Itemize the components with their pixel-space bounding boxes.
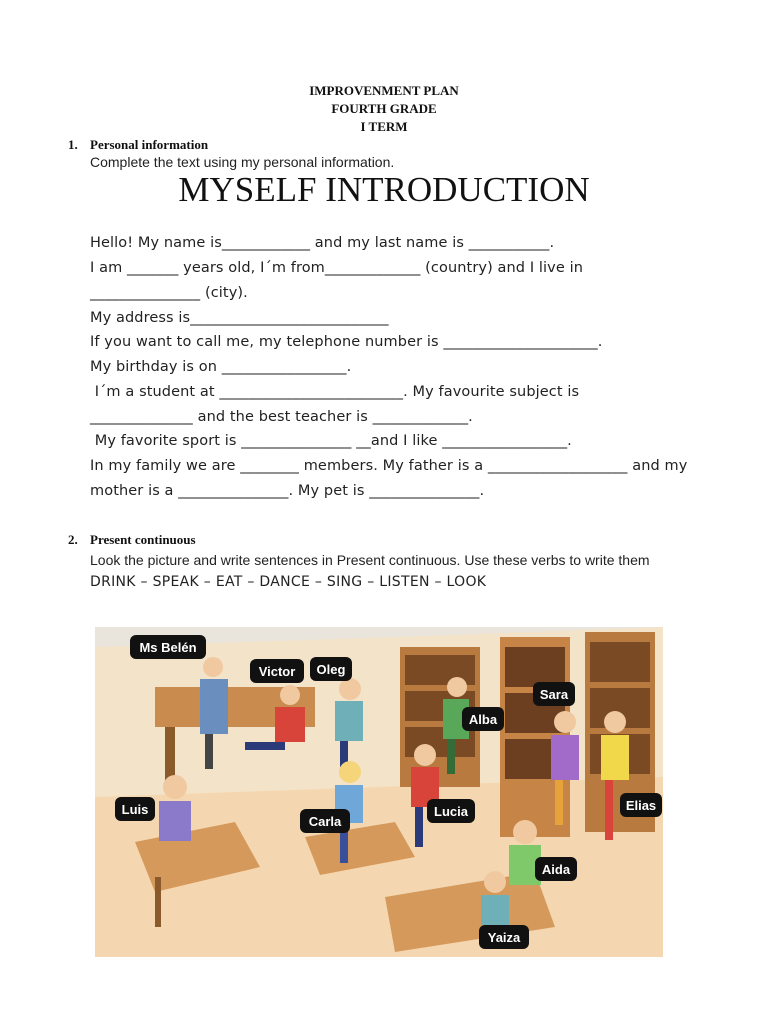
header-title: IMPROVENMENT PLAN: [309, 83, 459, 98]
section-instruction: Look the picture and write sentences in Present continuous. Use these verbs to write them: [90, 552, 650, 568]
label-elias: [620, 793, 662, 817]
label-yaiza: [479, 925, 529, 949]
fill-line: mother is a _______________. My pet is _______________.: [90, 483, 485, 499]
label-text: Aida: [541, 862, 571, 877]
label-text: Oleg: [316, 662, 346, 677]
section-number: 2.: [68, 532, 78, 547]
label-ms-belen: [130, 635, 206, 659]
label-oleg: [310, 657, 352, 681]
label-aida: [535, 857, 577, 881]
fill-line: _______________ (city).: [90, 285, 248, 301]
label-text: Ms Belén: [139, 640, 197, 655]
person-luis: [159, 775, 191, 841]
fill-line: My favorite sport is _______________ __and I like _________________.: [90, 433, 572, 449]
label-text: Luis: [121, 802, 149, 817]
verb-list: DRINK – SPEAK – EAT – DANCE – SING – LISTEN – LOOK: [90, 574, 487, 590]
fill-line: In my family we are ________ members. My father is a ___________________ and my: [90, 458, 688, 474]
label-victor: [250, 659, 304, 683]
label-carla: [300, 809, 350, 833]
section-instruction: Complete the text using my personal information.: [90, 154, 395, 170]
label-text: Lucia: [434, 804, 468, 819]
person-yaiza: [481, 871, 509, 925]
classroom-illustration: [95, 627, 663, 957]
fill-line: My address is___________________________: [90, 310, 389, 326]
label-text: Victor: [258, 664, 296, 679]
section-title: Personal information: [90, 137, 209, 152]
label-sara: [533, 682, 575, 706]
label-alba: [462, 707, 504, 731]
section-number: 1.: [68, 137, 78, 152]
fill-line: If you want to call me, my telephone number is _____________________.: [90, 334, 603, 350]
fill-line: ______________ and the best teacher is _____________.: [90, 409, 473, 425]
label-luis: [115, 797, 155, 821]
label-text: Yaiza: [487, 930, 521, 945]
label-lucia: [427, 799, 475, 823]
label-text: Carla: [308, 814, 342, 829]
fill-line: Hello! My name is____________ and my last name is ___________.: [90, 235, 555, 251]
label-text: Alba: [468, 712, 498, 727]
main-heading: MYSELF INTRODUCTION: [178, 170, 590, 209]
fill-line: I am _______ years old, I´m from_____________ (country) and I live in: [90, 260, 583, 276]
section-title: Present continuous: [90, 532, 196, 547]
label-text: Elias: [625, 798, 657, 813]
header-grade: FOURTH GRADE: [331, 101, 437, 116]
header-term: I TERM: [360, 119, 408, 134]
label-text: Sara: [539, 687, 569, 702]
fill-line: My birthday is on _________________.: [90, 359, 352, 375]
fill-line: I´m a student at _________________________. My favourite subject is: [90, 384, 580, 400]
